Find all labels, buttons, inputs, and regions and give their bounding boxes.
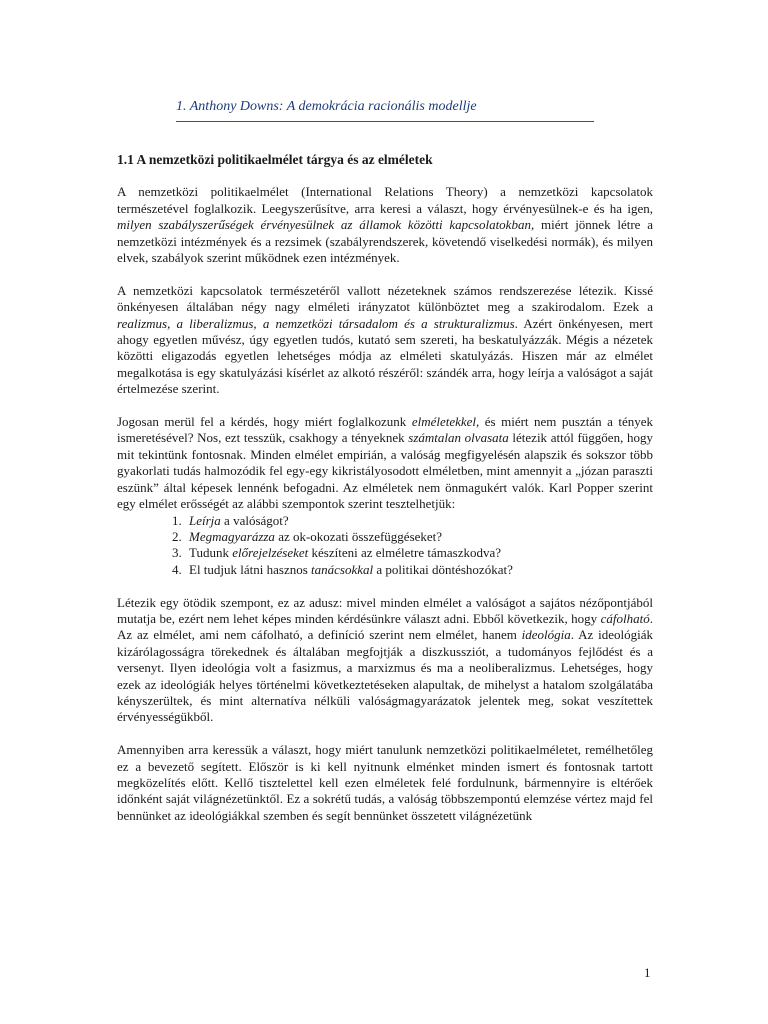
list-item [185,513,653,529]
text-run: . Az az elmélet, ami nem cáfolható, a definíció szerint nem elmélet, hanem [117,610,653,643]
text-run: a politikai döntéshozókat? [373,561,513,577]
text-run: készíteni az elméletre támaszkodva? [308,545,502,561]
section-title: 1.1 A nemzetközi politikaelmélet tárgya és az elméletek [117,152,433,167]
italic-run: Megmagyarázza [189,528,275,544]
italic-run: elméletekkel [411,414,477,430]
criteria-list [117,513,653,579]
text-run: miért jönnek létre a nemzetközi intézmények és a rezsimek (szabályrendszerek, követendő viselkedési normák), és milyen elvek, szabályok szerint működnek ezen intézmények. [117,217,653,266]
paragraph-3 [117,414,653,512]
text-run: A nemzetközi kapcsolatok természetéről vallott nézeteknek számos rendszerezése létezik. Kissé önkényesen általában négy nagy elméleti irányzatot különböztet meg a szakirodalom. Ezek a [117,282,653,315]
italic-run: realizmus, a liberalizmus, a nemzetközi társadalom és a strukturalizmus [117,315,515,331]
page-number: 1 [644,965,651,980]
text-run: . Azért önkényesen, mert ahogy egyetlen művész, úgy egyetlen tudós, kutató sem szereti, ha beskatulyázzák. Mégis a nézetek közötti eligazodás egyetlen lehetséges módja az elméleti skatulyázás. Hiszen már az elmélet megalkotása is egy skatulyázási kísérlet az alkotó részéről: szándék arra, hogy leírja a valóságot a saját értelmezése szerint. [117,315,654,397]
text-run: , és miért nem pusztán a tények ismeretésével? Nos, ezt tesszük, csakhogy a tényeknek [117,414,654,446]
text-run: Tudunk [189,545,233,561]
text-run: Amennyiben arra keressük a választ, hogy miért tanulunk nemzetközi politikaelméletet, remélhetőleg ez a bevezető segített. Először is ki kell nyitnunk elménket minden ismert és fontosnak tartott megközelítés előtt. Kellő tisztelettel kell ezen elméletek felé fordulnunk, bármennyire is eltérőek időnként saját világnézetünktől. Ez a sokrétű tudás, a valóság többszempontú elemzése vértez majd fel bennünket az ideológiákkal szemben és segít bennünket összetett világnézetünk [117,742,653,823]
text-run: Létezik egy ötödik szempont, ez az adusz: mivel minden elmélet a valóságot a sajátos nézőpontjából mutatja be, ezért nem lehet képes minden kérdésünkre választ adni. Ebből következik, hogy [117,594,653,626]
list-item [185,562,653,578]
chapter-title: 1. Anthony Downs: A demokrácia racionális modellje [176,99,594,122]
paragraph-1 [117,184,653,266]
text-run: A nemzetközi politikaelmélet (International Relations Theory) a nemzetközi kapcsolatok természetével foglalkozik. Leegyszerűsítve, arra keresi a választ, hogy érvényesülnek-e és ha igen, [117,184,653,216]
list-item [185,545,653,561]
italic-run: tanácsokkal [311,561,374,577]
text-run: El tudjuk látni hasznos [189,561,312,577]
paragraph-4 [117,595,653,726]
paragraph-5 [117,742,653,824]
italic-run: cáfolható [600,610,650,626]
body-text [117,152,653,824]
text-run: az ok-okozati összefüggéseket? [274,528,443,544]
text-run: Jogosan merül fel a kérdés, hogy miért foglalkozunk [117,414,412,430]
italic-run: számtalan olvasata [408,430,509,446]
italic-run: ideológia [521,627,571,643]
text-run: a valóságot? [220,512,289,528]
text-run: . Az ideológiák kizárólagosságra törekednek és általában megfojtják a diszkussziót, a tudományos fejlődést és a versenyt. Ilyen ideológia volt a fasizmus, a marxizmus és ma a neoliberalizmus. Lehetséges, hogy ezek az ideológiák helyes történelmi következtetéseken alapultak, de mihelyst a hatalom szolgálatába kényszerültek, és mint alternatíva nélküli valóságmagyarázatok jelentek meg, sokat veszítettek érvényességükből. [117,627,653,725]
list-item [185,529,653,545]
italic-run: Leírja [189,512,221,528]
text-run: létezik attól függően, hogy mit tekintünk fontosnak. Minden elmélet empirián, a valóság megfigyelésén alapszik és sokszor több gyakorlati tudás halmozódik fel egy-egy kikristályosodott elméletben, mint amennyit a „józan paraszti eszünk” által képesek lennénk befogadni. Az elméletek nem önmagukért valók. Karl Popper szerint egy elmélet erősségét az alábbi szempontok szerint tesztelhetjük: [117,430,653,512]
italic-run: milyen szabályszerűségek érvényesülnek az államok közötti kapcsolatokban, [117,217,535,233]
italic-run: előrejelzéseket [232,545,309,561]
paragraph-2 [117,283,653,398]
